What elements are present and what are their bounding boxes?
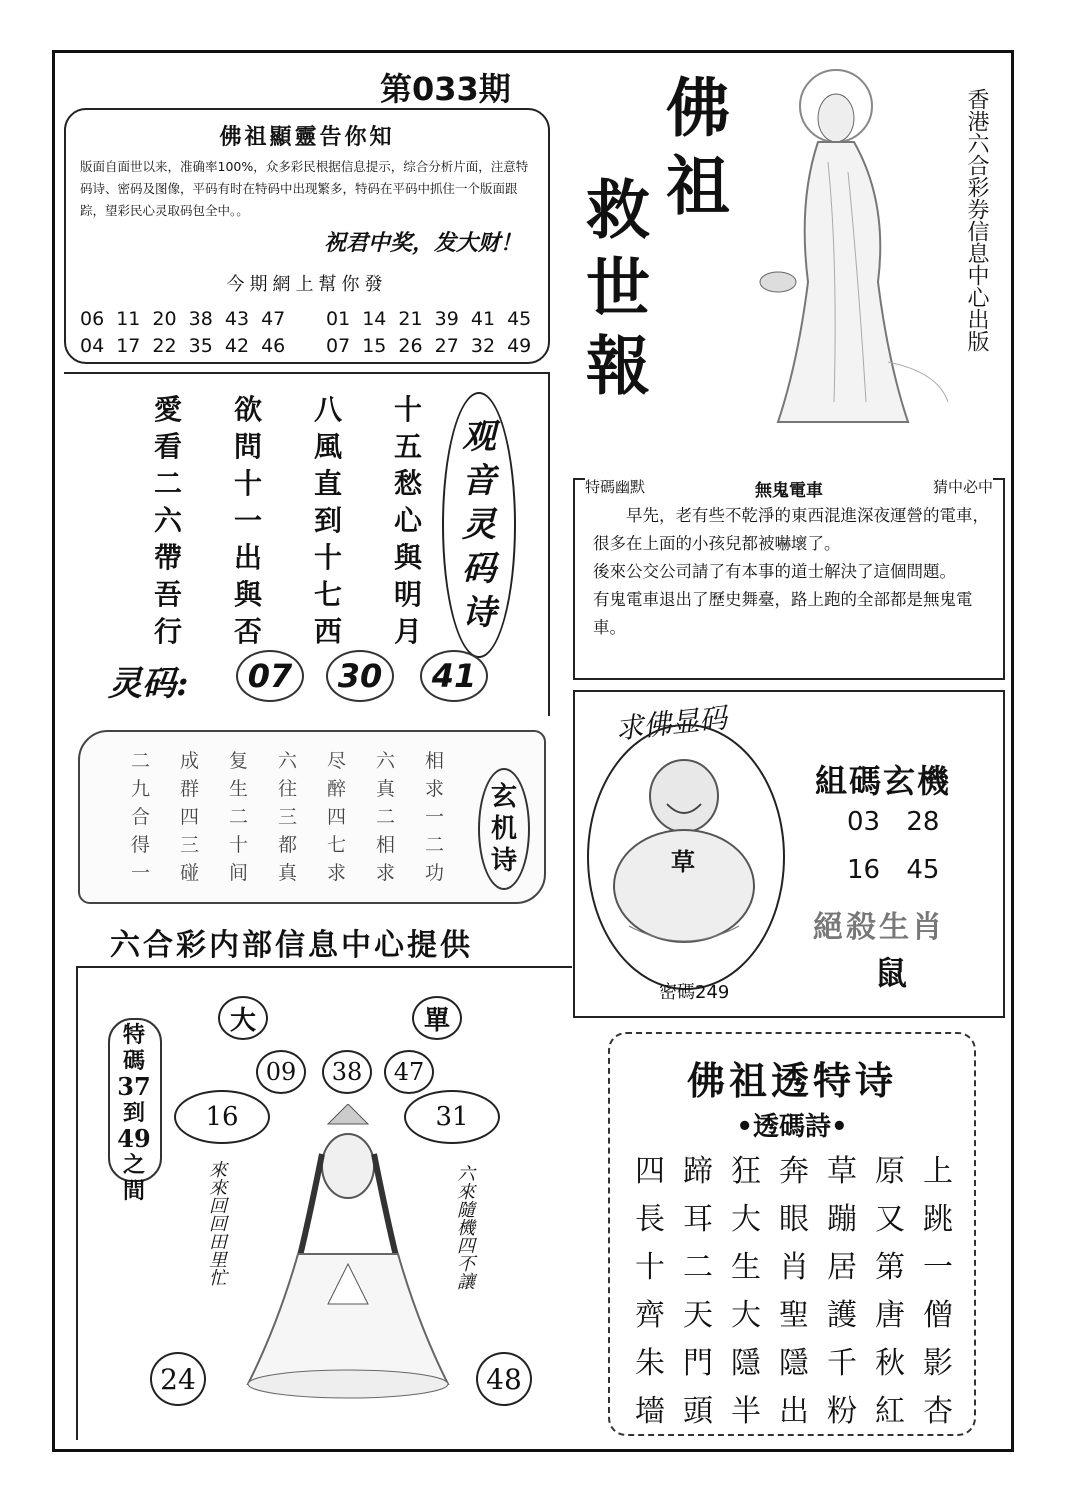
special-poem-char: 眼 bbox=[779, 1202, 809, 1237]
poem-title-char: 诗 bbox=[462, 593, 496, 633]
xuanji-char: 合 bbox=[130, 806, 150, 828]
xuanji-char: 相 bbox=[375, 834, 395, 856]
xuanji-char: 间 bbox=[228, 862, 248, 884]
corner-number-right: 48 bbox=[476, 1352, 532, 1406]
xuanji-char: 二 bbox=[228, 806, 248, 828]
xuanji-char: 碰 bbox=[179, 862, 199, 884]
special-poem-char: 大 bbox=[731, 1202, 761, 1237]
zodiac-answer: 鼠 bbox=[875, 954, 908, 992]
special-poem-char: 肖 bbox=[779, 1250, 809, 1285]
poem-char: 心 bbox=[393, 504, 422, 537]
special-poem-char: 僧 bbox=[923, 1298, 953, 1333]
special-poem-char: 隱 bbox=[779, 1346, 809, 1381]
secret-code: 密碼249 bbox=[659, 982, 730, 1003]
xuanji-char: 成 bbox=[179, 750, 199, 772]
poem-char: 風 bbox=[313, 430, 342, 463]
special-poem-char: 耳 bbox=[683, 1202, 713, 1237]
poem-title-char: 灵 bbox=[462, 505, 496, 545]
notice-panel bbox=[64, 108, 550, 364]
lingma-number: 07 bbox=[236, 650, 304, 702]
poem-char: 欲 bbox=[233, 393, 262, 426]
special-poem-char: 隱 bbox=[731, 1346, 761, 1381]
special-poem-char: 四 bbox=[635, 1154, 665, 1189]
buddha-code-panel bbox=[573, 690, 1005, 1018]
special-poem-char: 門 bbox=[683, 1346, 713, 1381]
xuanji-char: 六 bbox=[375, 750, 395, 772]
notice-wish: 祝君中奖，发大财！ bbox=[323, 230, 522, 256]
xuanji-char: 求 bbox=[326, 862, 346, 884]
poem-char: 愁 bbox=[393, 467, 422, 500]
xuanji-char: 真 bbox=[375, 778, 395, 800]
left-verse: 來來回回田里忙 bbox=[206, 1160, 227, 1286]
special-poem-char: 長 bbox=[635, 1202, 665, 1237]
poem-title-char: 观 bbox=[462, 417, 496, 457]
xuanji-char: 三 bbox=[179, 834, 199, 856]
poem-char: 一 bbox=[233, 504, 262, 537]
poem-char: 西 bbox=[313, 615, 342, 648]
top-number: 47 bbox=[384, 1050, 434, 1094]
poem-grid bbox=[128, 388, 448, 647]
special-poem-char: 影 bbox=[923, 1346, 953, 1381]
xuanji-poem-scroll bbox=[78, 730, 546, 904]
poem-char: 二 bbox=[153, 467, 182, 500]
poem-char: 問 bbox=[233, 430, 262, 463]
xuanji-char: 一 bbox=[424, 806, 444, 828]
xuanji-char: 复 bbox=[228, 750, 248, 772]
special-poem-char: 奔 bbox=[779, 1154, 809, 1189]
top-number: 38 bbox=[322, 1050, 372, 1094]
xuanji-char: 往 bbox=[277, 778, 297, 800]
poem-char: 愛 bbox=[153, 393, 182, 426]
guanyin-poem-panel bbox=[64, 372, 550, 716]
special-poem-char: 十 bbox=[635, 1250, 665, 1285]
poem-char: 十 bbox=[233, 467, 262, 500]
xuanji-char: 十 bbox=[228, 834, 248, 856]
xuanji-grid bbox=[116, 746, 459, 886]
special-poem-char: 上 bbox=[923, 1154, 953, 1189]
special-poem-subtitle: •透碼詩• bbox=[736, 1112, 848, 1142]
xuanji-char: 二 bbox=[130, 750, 150, 772]
notice-subtitle: 今期網上幫你發 bbox=[226, 274, 388, 295]
issue-number: 第033期 bbox=[380, 70, 511, 108]
special-poem-char: 護 bbox=[827, 1298, 857, 1333]
special-poem-char: 生 bbox=[731, 1250, 761, 1285]
poem-char: 十 bbox=[313, 541, 342, 574]
special-poem-char: 蹦 bbox=[827, 1202, 857, 1237]
xuanji-char: 功 bbox=[424, 862, 444, 884]
poem-char: 明 bbox=[393, 578, 422, 611]
notice-numbers-left: 06 11 20 38 43 47 04 17 22 35 42 46 bbox=[80, 308, 286, 357]
special-poem-char: 墻 bbox=[635, 1394, 665, 1429]
special-poem-char: 跳 bbox=[923, 1202, 953, 1237]
story-header bbox=[585, 476, 993, 501]
notice-body: 版面自面世以来，准确率100%，众多彩民根据信息提示，综合分析片面，注意特码诗、密码及图像，平码有时在特码中出现繁多，特码在平码中抓住一个版面跟踪，望彩民心灵取码包全中。。 bbox=[80, 159, 529, 218]
xuanji-char: 三 bbox=[277, 806, 297, 828]
poem-title-oval bbox=[442, 392, 516, 658]
jue-sha-label: 絕殺生肖 bbox=[813, 910, 945, 945]
special-poem-char: 半 bbox=[731, 1394, 761, 1429]
number-panel bbox=[76, 966, 572, 1440]
special-poem-panel bbox=[608, 1032, 976, 1436]
xuanji-title-char: 玄 bbox=[490, 782, 517, 812]
special-poem-char: 原 bbox=[875, 1154, 905, 1189]
poem-char: 吾 bbox=[153, 578, 182, 611]
poem-char: 五 bbox=[393, 430, 422, 463]
poem-char: 出 bbox=[233, 541, 262, 574]
xuanji-char: 四 bbox=[326, 806, 346, 828]
poem-char: 十 bbox=[393, 393, 422, 426]
seek-buddha-label: 求佛显码 bbox=[613, 701, 729, 746]
special-poem-grid bbox=[626, 1146, 962, 1434]
special-poem-char: 草 bbox=[827, 1154, 857, 1189]
poem-char: 否 bbox=[233, 615, 262, 648]
humor-story-panel bbox=[573, 478, 1005, 680]
xuanji-char: 求 bbox=[424, 778, 444, 800]
publisher: 香港六合彩券信息中心出版 bbox=[964, 88, 989, 352]
lingma-number: 41 bbox=[420, 650, 488, 702]
poem-char: 八 bbox=[313, 393, 342, 426]
poem-char: 月 bbox=[393, 615, 422, 648]
special-range: 特 碼 37 到 49 之 間 bbox=[117, 1022, 151, 1204]
xuanji-char: 求 bbox=[375, 862, 395, 884]
notice-numbers-right: 01 14 21 39 41 45 07 15 26 27 32 49 bbox=[326, 308, 532, 357]
xuanji-char: 一 bbox=[130, 862, 150, 884]
xuanji-char: 九 bbox=[130, 778, 150, 800]
zuma-title: 組碼玄機 bbox=[815, 762, 952, 800]
xuanji-char: 相 bbox=[424, 750, 444, 772]
story-tag-right: 猜中必中 bbox=[932, 478, 993, 496]
paper-title-1: 佛祖 bbox=[655, 74, 730, 230]
special-poem-char: 頭 bbox=[683, 1394, 713, 1429]
poem-char: 與 bbox=[233, 578, 262, 611]
buddha-char: 草 bbox=[671, 847, 695, 876]
special-poem-char: 紅 bbox=[875, 1394, 905, 1429]
story-body: 早先，老有些不乾淨的東西混進深夜運營的電車，很多在上面的小孩兒都被嚇壞了。 後來公交公司請了有本事的道士解決了這個問題。 有鬼電車退出了歷史舞臺，路上跑的全部都是無鬼電車。 bbox=[593, 506, 989, 637]
lingma-number: 30 bbox=[326, 650, 394, 702]
special-poem-char: 蹄 bbox=[683, 1154, 713, 1189]
special-poem-char: 出 bbox=[779, 1394, 809, 1429]
lingma-label: 灵码: bbox=[108, 664, 189, 704]
poem-char: 到 bbox=[313, 504, 342, 537]
poem-char: 看 bbox=[153, 430, 182, 463]
poem-char: 與 bbox=[393, 541, 422, 574]
xuanji-char: 得 bbox=[130, 834, 150, 856]
xuanji-char: 二 bbox=[375, 806, 395, 828]
xuanji-char: 醉 bbox=[326, 778, 346, 800]
xuanji-char: 都 bbox=[277, 834, 297, 856]
xuanji-char: 生 bbox=[228, 778, 248, 800]
guanyin-standing-illustration bbox=[738, 62, 956, 442]
special-poem-char: 朱 bbox=[635, 1346, 665, 1381]
side-number-right: 31 bbox=[404, 1090, 500, 1144]
zuma-numbers: 03 28 16 45 bbox=[847, 807, 940, 885]
story-tag: 特碼幽默 bbox=[585, 478, 646, 496]
special-poem-char: 二 bbox=[683, 1250, 713, 1285]
side-number-left: 16 bbox=[174, 1090, 270, 1144]
top-number: 09 bbox=[256, 1050, 306, 1094]
xuanji-title bbox=[478, 768, 530, 890]
special-poem-char: 又 bbox=[875, 1202, 905, 1237]
special-poem-char: 粉 bbox=[827, 1394, 857, 1429]
special-poem-char: 居 bbox=[827, 1250, 857, 1285]
special-poem-title: 佛祖透特诗 bbox=[686, 1058, 897, 1103]
provider-line: 六合彩内部信息中心提供 bbox=[110, 928, 473, 963]
special-poem-char: 千 bbox=[827, 1346, 857, 1381]
special-poem-char: 一 bbox=[923, 1250, 953, 1285]
poem-char: 七 bbox=[313, 578, 342, 611]
special-poem-char: 秋 bbox=[875, 1346, 905, 1381]
xuanji-char: 四 bbox=[179, 806, 199, 828]
special-poem-char: 齊 bbox=[635, 1298, 665, 1333]
paper-title-2: 救世報 bbox=[575, 176, 650, 410]
story-title: 無鬼電車 bbox=[755, 481, 823, 501]
poem-title-char: 音 bbox=[462, 461, 496, 501]
poem-char: 帶 bbox=[153, 541, 182, 574]
guanyin-seated-illustration bbox=[238, 1104, 458, 1404]
xuanji-char: 尽 bbox=[326, 750, 346, 772]
xuanji-char: 二 bbox=[424, 834, 444, 856]
poem-char: 直 bbox=[313, 467, 342, 500]
special-poem-char: 杏 bbox=[923, 1394, 953, 1429]
special-poem-char: 唐 bbox=[875, 1298, 905, 1333]
xuanji-char: 六 bbox=[277, 750, 297, 772]
special-poem-char: 狂 bbox=[731, 1154, 761, 1189]
buddha-oval bbox=[587, 724, 785, 1003]
poem-char: 行 bbox=[153, 615, 182, 648]
corner-number-left: 24 bbox=[150, 1352, 206, 1406]
xuanji-char: 真 bbox=[277, 862, 297, 884]
poem-title-char: 码 bbox=[462, 549, 496, 589]
xuanji-char: 七 bbox=[326, 834, 346, 856]
notice-title: 佛祖顯靈告你知 bbox=[219, 124, 395, 150]
special-poem-char: 天 bbox=[683, 1298, 713, 1333]
xuanji-char: 群 bbox=[179, 778, 199, 800]
odd-circle: 單 bbox=[412, 996, 462, 1040]
xuanji-title-char: 诗 bbox=[490, 846, 517, 876]
right-verse: 六來隨機四不讓 bbox=[454, 1164, 475, 1290]
special-poem-char: 聖 bbox=[779, 1298, 809, 1333]
special-poem-char: 第 bbox=[875, 1250, 905, 1285]
poem-char: 六 bbox=[153, 504, 182, 537]
xuanji-title-char: 机 bbox=[490, 814, 517, 844]
big-circle: 大 bbox=[218, 996, 268, 1040]
special-poem-char: 大 bbox=[731, 1298, 761, 1333]
